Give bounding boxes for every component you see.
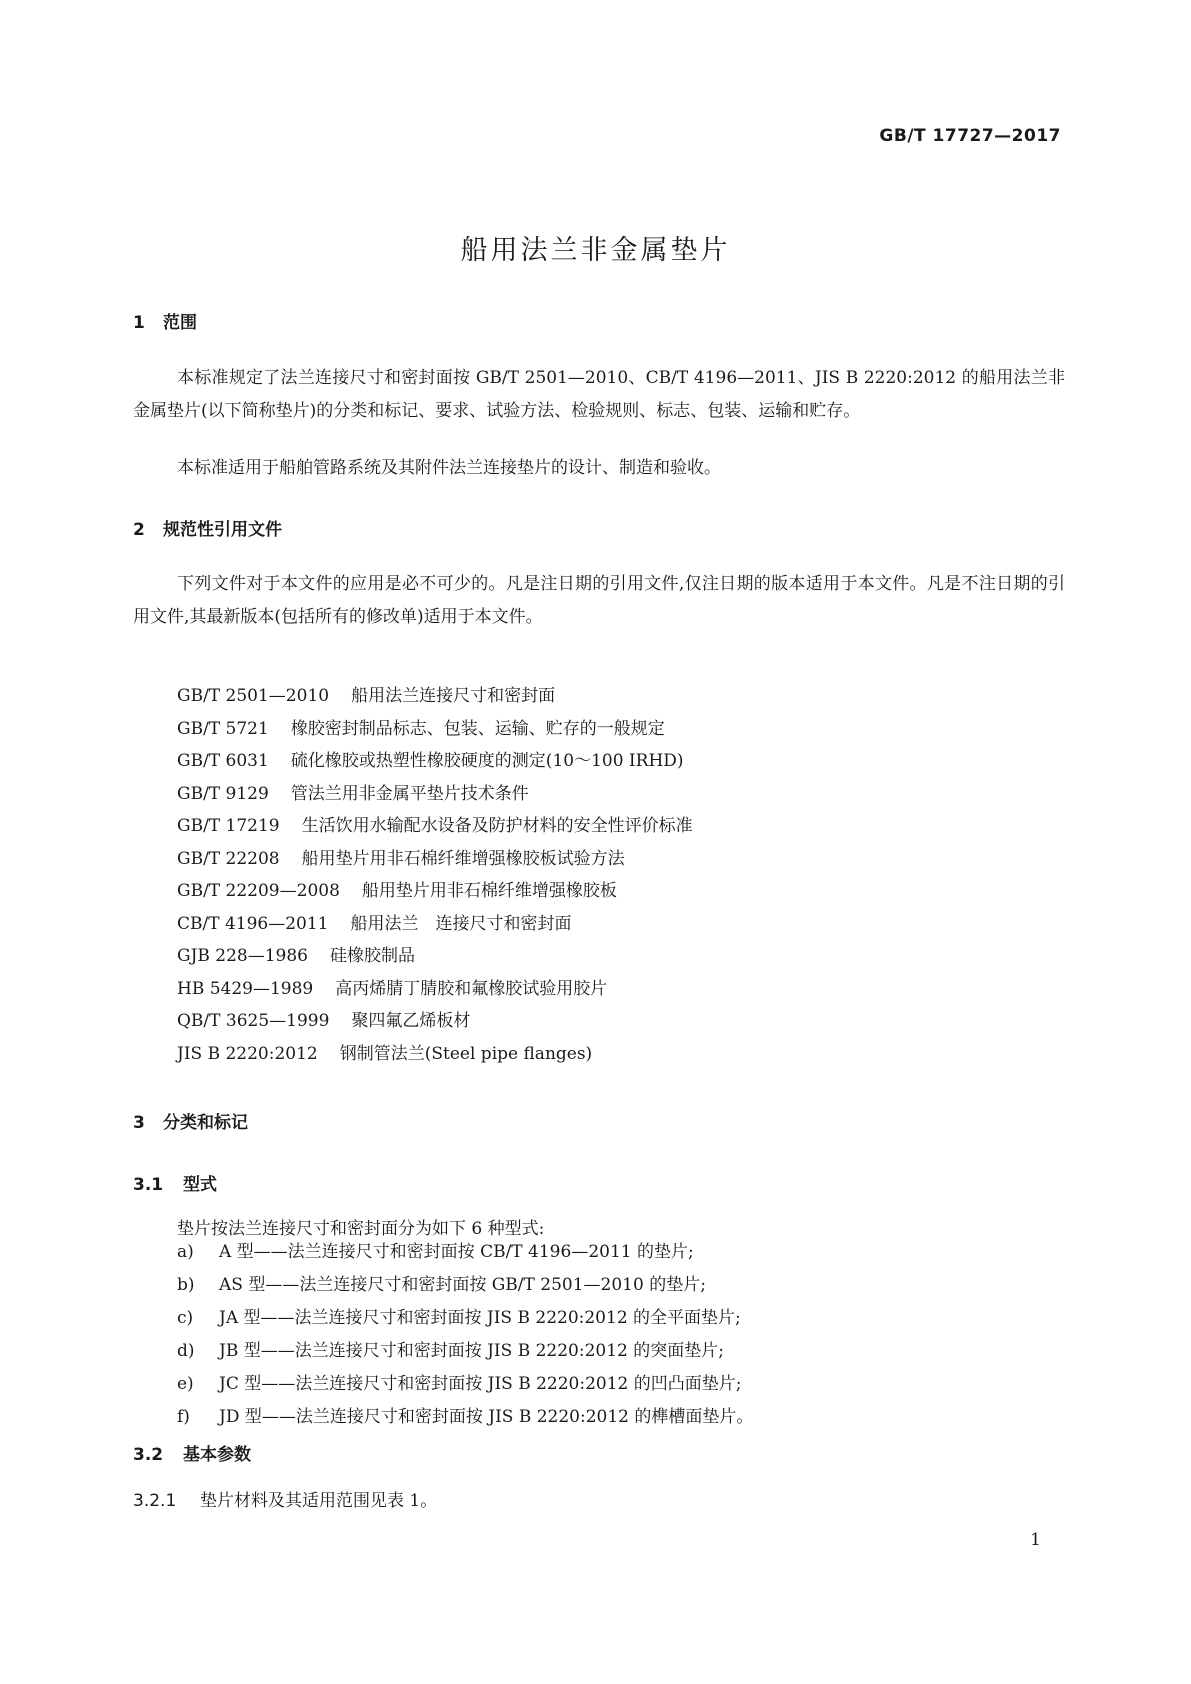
section-title: 规范性引用文件 bbox=[163, 520, 282, 540]
reference-title: 船用法兰连接尺寸和密封面 bbox=[351, 686, 556, 706]
section-number: 3 bbox=[133, 1113, 145, 1133]
reference-item bbox=[177, 908, 693, 941]
section-number: 3.2 bbox=[133, 1445, 164, 1465]
reference-item bbox=[177, 745, 693, 778]
section-number: 2 bbox=[133, 520, 145, 540]
reference-code: GB/T 9129 bbox=[177, 783, 269, 804]
reference-item bbox=[177, 680, 693, 713]
section-3-1-heading bbox=[133, 1170, 217, 1195]
reference-item bbox=[177, 940, 693, 973]
reference-title: 船用垫片用非石棉纤维增强橡胶板 bbox=[361, 881, 617, 901]
scope-paragraph-1: 本标准规定了法兰连接尺寸和密封面按 GB/T 2501—2010、CB/T 4196—2011、JIS B 2220:2012 的船用法兰非金属垫片(以下简称垫片)的分类和标记、要求、试验方法、检验规则、标志、包装、运输和贮存。 bbox=[133, 368, 1065, 421]
item-marker: c) bbox=[177, 1308, 194, 1328]
reference-code: GB/T 22208 bbox=[177, 848, 280, 869]
reference-title: 船用垫片用非石棉纤维增强橡胶板试验方法 bbox=[301, 848, 625, 869]
item-text: JA 型——法兰连接尺寸和密封面按 JIS B 2220:2012 的全平面垫片; bbox=[219, 1308, 741, 1328]
reference-title: 聚四氟乙烯板材 bbox=[351, 1011, 471, 1031]
item-text: AS 型——法兰连接尺寸和密封面按 GB/T 2501—2010 的垫片; bbox=[219, 1275, 706, 1295]
document-title: 船用法兰非金属垫片 bbox=[460, 235, 731, 266]
reference-title: 钢制管法兰(Steel pipe flanges) bbox=[339, 1043, 593, 1064]
item-text: A 型——法兰连接尺寸和密封面按 CB/T 4196—2011 的垫片; bbox=[219, 1242, 694, 1262]
reference-item bbox=[177, 973, 693, 1006]
item-marker: d) bbox=[177, 1341, 195, 1361]
type-list bbox=[177, 1236, 753, 1434]
reference-code: HB 5429—1989 bbox=[177, 978, 314, 999]
references-intro: 下列文件对于本文件的应用是必不可少的。凡是注日期的引用文件,仅注日期的版本适用于本文件。凡是不注日期的引用文件,其最新版本(包括所有的修改单)适用于本文件。 bbox=[133, 574, 1065, 627]
section-title: 基本参数 bbox=[183, 1445, 251, 1465]
standard-code: GB/T 17727—2017 bbox=[879, 126, 1061, 146]
item-text: JD 型——法兰连接尺寸和密封面按 JIS B 2220:2012 的榫槽面垫片。 bbox=[219, 1407, 754, 1427]
reference-code: GB/T 17219 bbox=[177, 816, 280, 836]
section-title: 型式 bbox=[183, 1175, 217, 1195]
clause-text: 垫片材料及其适用范围见表 1。 bbox=[200, 1491, 438, 1511]
clause-number: 3.2.1 bbox=[133, 1491, 177, 1511]
reference-list bbox=[177, 680, 693, 1070]
section-number: 3.1 bbox=[133, 1175, 164, 1195]
item-marker: e) bbox=[177, 1374, 194, 1394]
reference-title: 生活饮用水输配水设备及防护材料的安全性评价标准 bbox=[301, 816, 693, 836]
reference-code: JIS B 2220:2012 bbox=[177, 1043, 318, 1064]
types-intro: 垫片按法兰连接尺寸和密封面分为如下 6 种型式: bbox=[177, 1219, 545, 1239]
reference-item bbox=[177, 875, 693, 908]
section-3-2-heading bbox=[133, 1440, 251, 1465]
section-1-heading bbox=[133, 308, 197, 333]
reference-title: 船用法兰 连接尺寸和密封面 bbox=[350, 913, 572, 934]
type-item bbox=[177, 1302, 753, 1335]
reference-title: 硫化橡胶或热塑性橡胶硬度的测定(10～100 IRHD) bbox=[290, 751, 684, 771]
scope-paragraph-2: 本标准适用于船舶管路系统及其附件法兰连接垫片的设计、制造和验收。 bbox=[177, 458, 721, 478]
reference-title: 橡胶密封制品标志、包装、运输、贮存的一般规定 bbox=[290, 718, 665, 739]
type-item bbox=[177, 1401, 753, 1434]
reference-code: GB/T 2501—2010 bbox=[177, 686, 330, 706]
item-marker: f) bbox=[177, 1407, 190, 1427]
reference-code: QB/T 3625—1999 bbox=[177, 1011, 330, 1031]
item-marker: b) bbox=[177, 1275, 195, 1295]
section-number: 1 bbox=[133, 313, 145, 333]
clause-3-2-1 bbox=[133, 1486, 437, 1511]
type-item bbox=[177, 1335, 753, 1368]
reference-code: CB/T 4196—2011 bbox=[177, 913, 329, 934]
page-number: 1 bbox=[1030, 1530, 1041, 1550]
reference-item bbox=[177, 713, 693, 746]
reference-item bbox=[177, 778, 693, 811]
item-text: JC 型——法兰连接尺寸和密封面按 JIS B 2220:2012 的凹凸面垫片; bbox=[219, 1374, 742, 1394]
item-text: JB 型——法兰连接尺寸和密封面按 JIS B 2220:2012 的突面垫片; bbox=[219, 1341, 724, 1361]
reference-item bbox=[177, 1038, 693, 1071]
reference-title: 硅橡胶制品 bbox=[330, 946, 416, 966]
section-3-heading bbox=[133, 1108, 248, 1133]
reference-code: GB/T 5721 bbox=[177, 718, 269, 739]
section-title: 分类和标记 bbox=[163, 1113, 248, 1133]
type-item bbox=[177, 1236, 753, 1269]
reference-item bbox=[177, 810, 693, 843]
reference-code: GB/T 22209—2008 bbox=[177, 881, 340, 901]
item-marker: a) bbox=[177, 1242, 194, 1262]
reference-item bbox=[177, 1005, 693, 1038]
reference-title: 管法兰用非金属平垫片技术条件 bbox=[290, 783, 529, 804]
type-item bbox=[177, 1368, 753, 1401]
reference-code: GJB 228—1986 bbox=[177, 946, 309, 966]
reference-item bbox=[177, 843, 693, 876]
type-item bbox=[177, 1269, 753, 1302]
reference-title: 高丙烯腈丁腈胶和氟橡胶试验用胶片 bbox=[335, 978, 608, 999]
section-2-heading bbox=[133, 515, 282, 540]
reference-code: GB/T 6031 bbox=[177, 751, 269, 771]
section-title: 范围 bbox=[163, 313, 197, 333]
